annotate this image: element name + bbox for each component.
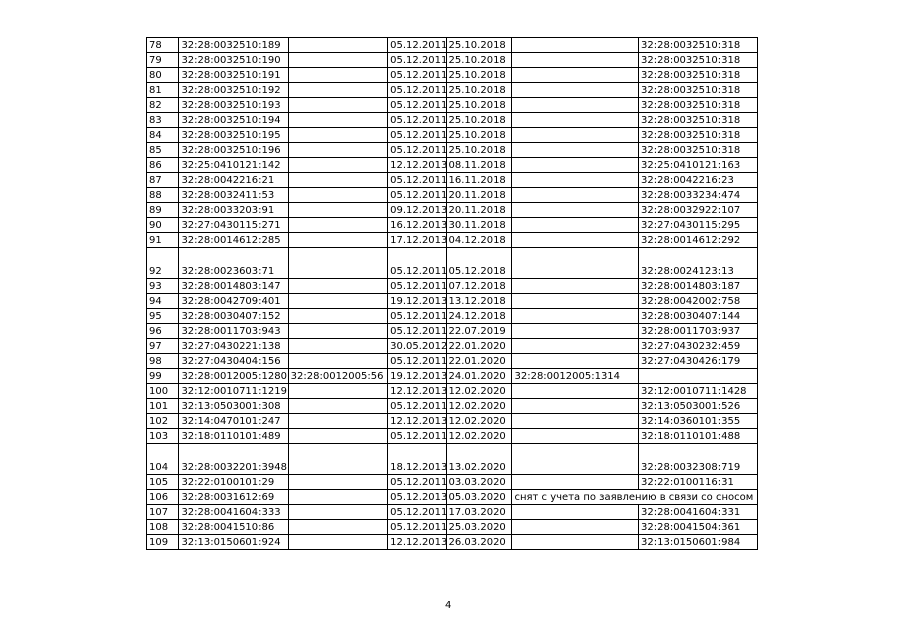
change-date-cell: 20.11.2018 xyxy=(446,203,512,218)
change-date-cell: 13.12.2018 xyxy=(446,294,512,309)
cadastral-number-cell: 32:28:0032510:194 xyxy=(179,113,288,128)
registration-date-cell: 09.12.2013 xyxy=(388,203,446,218)
derived-number-cell xyxy=(512,143,639,158)
change-date-cell: 12.02.2020 xyxy=(446,429,512,444)
row-number-cell: 93 xyxy=(147,279,179,294)
registration-date-cell: 05.12.2011 xyxy=(388,399,446,414)
new-cadastral-number-cell: 32:28:0014612:292 xyxy=(639,233,758,248)
parent-number-cell xyxy=(288,113,387,128)
table-row xyxy=(147,429,758,444)
cadastral-number-cell: 32:28:0042216:21 xyxy=(179,173,288,188)
registration-date-cell: 05.12.2011 xyxy=(388,354,446,369)
derived-number-cell xyxy=(512,279,639,294)
new-cadastral-number-cell: 32:12:0010711:1428 xyxy=(639,384,758,399)
parent-number-cell xyxy=(288,324,387,339)
cadastral-number-cell: 32:14:0470101:247 xyxy=(179,414,288,429)
table-row xyxy=(147,399,758,414)
derived-number-cell xyxy=(512,203,639,218)
table-row xyxy=(147,203,758,218)
row-number-cell: 96 xyxy=(147,324,179,339)
table-row xyxy=(147,279,758,294)
cadastral-number-cell: 32:27:0430404:156 xyxy=(179,354,288,369)
cadastral-number-cell: 32:25:0410121:142 xyxy=(179,158,288,173)
new-cadastral-number-cell: 32:28:0032510:318 xyxy=(639,68,758,83)
change-date-cell: 26.03.2020 xyxy=(446,535,512,550)
derived-number-cell xyxy=(512,354,639,369)
row-number-cell: 91 xyxy=(147,233,179,248)
change-date-cell: 25.10.2018 xyxy=(446,53,512,68)
new-cadastral-number-cell: 32:13:0503001:526 xyxy=(639,399,758,414)
new-cadastral-number-cell: 32:28:0014803:187 xyxy=(639,279,758,294)
registration-date-cell: 05.12.2011 xyxy=(388,520,446,535)
change-date-cell: 17.03.2020 xyxy=(446,505,512,520)
change-date-cell: 13.02.2020 xyxy=(446,444,512,475)
parent-number-cell xyxy=(288,38,387,53)
registration-date-cell: 05.12.2011 xyxy=(388,475,446,490)
derived-number-cell xyxy=(512,188,639,203)
registration-date-cell: 12.12.2013 xyxy=(388,384,446,399)
registration-date-cell: 05.12.2011 xyxy=(388,505,446,520)
cadastral-number-cell: 32:28:0032510:189 xyxy=(179,38,288,53)
row-number-cell: 100 xyxy=(147,384,179,399)
change-date-cell: 25.10.2018 xyxy=(446,68,512,83)
new-cadastral-number-cell: 32:14:0360101:355 xyxy=(639,414,758,429)
parent-number-cell xyxy=(288,294,387,309)
row-number-cell: 82 xyxy=(147,98,179,113)
registration-date-cell: 18.12.2013 xyxy=(388,444,446,475)
parent-number-cell xyxy=(288,279,387,294)
new-cadastral-number-cell: 32:28:0042216:23 xyxy=(639,173,758,188)
table-row xyxy=(147,248,758,279)
parent-number-cell xyxy=(288,68,387,83)
parent-number-cell xyxy=(288,158,387,173)
cadastral-number-cell: 32:28:0032510:193 xyxy=(179,98,288,113)
change-date-cell: 20.11.2018 xyxy=(446,188,512,203)
new-cadastral-number-cell: 32:18:0110101:488 xyxy=(639,429,758,444)
new-cadastral-number-cell: 32:28:0032308:719 xyxy=(639,444,758,475)
new-cadastral-number-cell: 32:28:0042002:758 xyxy=(639,294,758,309)
cadastral-number-cell: 32:28:0012005:1280 xyxy=(179,369,288,384)
cadastral-number-cell: 32:28:0032411:53 xyxy=(179,188,288,203)
registration-date-cell: 12.12.2013 xyxy=(388,414,446,429)
new-cadastral-number-cell: 32:28:0032510:318 xyxy=(639,128,758,143)
table-row xyxy=(147,339,758,354)
parent-number-cell xyxy=(288,414,387,429)
row-number-cell: 86 xyxy=(147,158,179,173)
registration-date-cell: 12.12.2013 xyxy=(388,535,446,550)
parent-number-cell xyxy=(288,505,387,520)
registration-date-cell: 12.12.2013 xyxy=(388,158,446,173)
parent-number-cell xyxy=(288,53,387,68)
parent-number-cell xyxy=(288,535,387,550)
row-number-cell: 90 xyxy=(147,218,179,233)
registry-table xyxy=(146,37,758,550)
registration-date-cell: 05.12.2013 xyxy=(388,490,446,505)
table-row xyxy=(147,98,758,113)
change-date-cell: 25.10.2018 xyxy=(446,38,512,53)
registration-date-cell: 05.12.2011 xyxy=(388,68,446,83)
table-row xyxy=(147,128,758,143)
row-number-cell: 87 xyxy=(147,173,179,188)
registration-date-cell: 05.12.2011 xyxy=(388,113,446,128)
cadastral-number-cell: 32:28:0032510:191 xyxy=(179,68,288,83)
new-cadastral-number-cell: 32:13:0150601:984 xyxy=(639,535,758,550)
table-row xyxy=(147,490,758,505)
change-date-cell: 08.11.2018 xyxy=(446,158,512,173)
new-cadastral-number-cell: 32:27:0430232:459 xyxy=(639,339,758,354)
parent-number-cell xyxy=(288,429,387,444)
parent-number-cell xyxy=(288,233,387,248)
registration-date-cell: 05.12.2011 xyxy=(388,128,446,143)
derived-number-cell xyxy=(512,414,639,429)
parent-number-cell xyxy=(288,218,387,233)
derived-number-cell xyxy=(512,173,639,188)
registration-date-cell: 17.12.2013 xyxy=(388,233,446,248)
registration-date-cell: 16.12.2013 xyxy=(388,218,446,233)
registration-date-cell: 05.12.2011 xyxy=(388,173,446,188)
table-row xyxy=(147,414,758,429)
cadastral-number-cell: 32:28:0032510:192 xyxy=(179,83,288,98)
row-number-cell: 81 xyxy=(147,83,179,98)
new-cadastral-number-cell: 32:28:0041604:331 xyxy=(639,505,758,520)
new-cadastral-number-cell: 32:28:0030407:144 xyxy=(639,309,758,324)
new-cadastral-number-cell: 32:28:0032510:318 xyxy=(639,113,758,128)
row-number-cell: 84 xyxy=(147,128,179,143)
new-cadastral-number-cell: 32:28:0024123:13 xyxy=(639,248,758,279)
new-cadastral-number-cell: 32:28:0033234:474 xyxy=(639,188,758,203)
change-date-cell: 22.01.2020 xyxy=(446,339,512,354)
registration-date-cell: 19.12.2013 xyxy=(388,369,446,384)
table-row xyxy=(147,354,758,369)
derived-number-cell xyxy=(512,53,639,68)
parent-number-cell xyxy=(288,188,387,203)
change-date-cell: 24.12.2018 xyxy=(446,309,512,324)
table-row xyxy=(147,520,758,535)
change-date-cell: 12.02.2020 xyxy=(446,384,512,399)
change-date-cell: 04.12.2018 xyxy=(446,233,512,248)
derived-number-cell xyxy=(512,233,639,248)
row-number-cell: 106 xyxy=(147,490,179,505)
row-number-cell: 105 xyxy=(147,475,179,490)
parent-number-cell xyxy=(288,98,387,113)
row-number-cell: 103 xyxy=(147,429,179,444)
change-date-cell: 25.03.2020 xyxy=(446,520,512,535)
cadastral-number-cell: 32:28:0042709:401 xyxy=(179,294,288,309)
cadastral-number-cell: 32:28:0014803:147 xyxy=(179,279,288,294)
parent-number-cell xyxy=(288,520,387,535)
table-row xyxy=(147,505,758,520)
row-number-cell: 95 xyxy=(147,309,179,324)
table-row xyxy=(147,384,758,399)
registration-date-cell: 05.12.2011 xyxy=(388,83,446,98)
cadastral-number-cell: 32:28:0041510:86 xyxy=(179,520,288,535)
change-date-cell: 12.02.2020 xyxy=(446,399,512,414)
registration-date-cell: 05.12.2011 xyxy=(388,143,446,158)
parent-number-cell: 32:28:0012005:56 xyxy=(288,369,387,384)
change-date-cell: 25.10.2018 xyxy=(446,113,512,128)
row-number-cell: 94 xyxy=(147,294,179,309)
parent-number-cell xyxy=(288,354,387,369)
derived-number-cell xyxy=(512,324,639,339)
change-date-cell: 25.10.2018 xyxy=(446,128,512,143)
table-row xyxy=(147,38,758,53)
cadastral-number-cell: 32:22:0100101:29 xyxy=(179,475,288,490)
derived-number-cell xyxy=(512,444,639,475)
cadastral-number-cell: 32:27:0430221:138 xyxy=(179,339,288,354)
table-row xyxy=(147,475,758,490)
new-cadastral-number-cell: 32:28:0032510:318 xyxy=(639,143,758,158)
row-number-cell: 88 xyxy=(147,188,179,203)
parent-number-cell xyxy=(288,248,387,279)
change-date-cell: 25.10.2018 xyxy=(446,143,512,158)
new-cadastral-number-cell: 32:27:0430115:295 xyxy=(639,218,758,233)
table-row xyxy=(147,369,758,384)
cadastral-number-cell: 32:28:0011703:943 xyxy=(179,324,288,339)
new-cadastral-number-cell: 32:28:0041504:361 xyxy=(639,520,758,535)
row-number-cell: 102 xyxy=(147,414,179,429)
derived-number-cell xyxy=(512,339,639,354)
registration-date-cell: 05.12.2011 xyxy=(388,188,446,203)
cadastral-number-cell: 32:28:0031612:69 xyxy=(179,490,288,505)
new-cadastral-number-cell xyxy=(639,369,758,384)
cadastral-number-cell: 32:28:0041604:333 xyxy=(179,505,288,520)
row-number-cell: 79 xyxy=(147,53,179,68)
new-cadastral-number-cell: 32:25:0410121:163 xyxy=(639,158,758,173)
derived-number-cell: 32:28:0012005:1314 xyxy=(512,369,639,384)
registration-date-cell: 05.12.2011 xyxy=(388,279,446,294)
table-row xyxy=(147,158,758,173)
cadastral-number-cell: 32:28:0032510:190 xyxy=(179,53,288,68)
table-row xyxy=(147,53,758,68)
change-date-cell: 25.10.2018 xyxy=(446,83,512,98)
table-row xyxy=(147,68,758,83)
table-row xyxy=(147,113,758,128)
derived-number-cell xyxy=(512,83,639,98)
cadastral-number-cell: 32:28:0032201:3948 xyxy=(179,444,288,475)
parent-number-cell xyxy=(288,490,387,505)
derived-number-cell xyxy=(512,218,639,233)
row-number-cell: 101 xyxy=(147,399,179,414)
row-number-cell: 80 xyxy=(147,68,179,83)
parent-number-cell xyxy=(288,128,387,143)
row-number-cell: 98 xyxy=(147,354,179,369)
change-date-cell: 22.07.2019 xyxy=(446,324,512,339)
cadastral-number-cell: 32:28:0023603:71 xyxy=(179,248,288,279)
cadastral-number-cell: 32:28:0030407:152 xyxy=(179,309,288,324)
table-row xyxy=(147,294,758,309)
row-number-cell: 78 xyxy=(147,38,179,53)
parent-number-cell xyxy=(288,173,387,188)
row-number-cell: 89 xyxy=(147,203,179,218)
change-date-cell: 25.10.2018 xyxy=(446,98,512,113)
row-number-cell: 104 xyxy=(147,444,179,475)
derived-number-cell xyxy=(512,158,639,173)
table-row xyxy=(147,233,758,248)
registration-date-cell: 05.12.2011 xyxy=(388,53,446,68)
cadastral-number-cell: 32:12:0010711:1219 xyxy=(179,384,288,399)
table-row xyxy=(147,83,758,98)
registration-date-cell: 05.12.2011 xyxy=(388,324,446,339)
new-cadastral-number-cell: 32:28:0032510:318 xyxy=(639,38,758,53)
derived-number-cell xyxy=(512,505,639,520)
table-row xyxy=(147,173,758,188)
table-row xyxy=(147,309,758,324)
row-number-cell: 92 xyxy=(147,248,179,279)
change-date-cell: 07.12.2018 xyxy=(446,279,512,294)
change-date-cell: 12.02.2020 xyxy=(446,414,512,429)
parent-number-cell xyxy=(288,309,387,324)
derived-number-cell xyxy=(512,399,639,414)
cadastral-number-cell: 32:28:0032510:195 xyxy=(179,128,288,143)
new-cadastral-number-cell: 32:28:0032510:318 xyxy=(639,83,758,98)
registration-date-cell: 05.12.2011 xyxy=(388,98,446,113)
page-number: 4 xyxy=(445,600,452,611)
parent-number-cell xyxy=(288,83,387,98)
table-row xyxy=(147,535,758,550)
derived-number-cell xyxy=(512,475,639,490)
derived-number-cell xyxy=(512,98,639,113)
change-date-cell: 22.01.2020 xyxy=(446,354,512,369)
cadastral-number-cell: 32:27:0430115:271 xyxy=(179,218,288,233)
parent-number-cell xyxy=(288,203,387,218)
new-cadastral-number-cell: 32:28:0032922:107 xyxy=(639,203,758,218)
new-cadastral-number-cell: 32:28:0011703:937 xyxy=(639,324,758,339)
derived-number-cell xyxy=(512,128,639,143)
row-number-cell: 99 xyxy=(147,369,179,384)
table-row xyxy=(147,218,758,233)
change-date-cell: 05.03.2020 xyxy=(446,490,512,505)
status-note-cell: снят с учета по заявлению в связи со сносом xyxy=(512,490,758,505)
change-date-cell: 24.01.2020 xyxy=(446,369,512,384)
cadastral-number-cell: 32:13:0503001:308 xyxy=(179,399,288,414)
parent-number-cell xyxy=(288,475,387,490)
change-date-cell: 30.11.2018 xyxy=(446,218,512,233)
derived-number-cell xyxy=(512,68,639,83)
cadastral-number-cell: 32:28:0014612:285 xyxy=(179,233,288,248)
derived-number-cell xyxy=(512,429,639,444)
row-number-cell: 97 xyxy=(147,339,179,354)
cadastral-number-cell: 32:28:0032510:196 xyxy=(179,143,288,158)
registration-date-cell: 05.12.2011 xyxy=(388,309,446,324)
new-cadastral-number-cell: 32:28:0032510:318 xyxy=(639,53,758,68)
row-number-cell: 85 xyxy=(147,143,179,158)
registration-date-cell: 05.12.2011 xyxy=(388,38,446,53)
parent-number-cell xyxy=(288,444,387,475)
derived-number-cell xyxy=(512,384,639,399)
registration-date-cell: 05.12.2011 xyxy=(388,248,446,279)
table-row xyxy=(147,444,758,475)
derived-number-cell xyxy=(512,248,639,279)
table-row xyxy=(147,324,758,339)
new-cadastral-number-cell: 32:22:0100116:31 xyxy=(639,475,758,490)
row-number-cell: 109 xyxy=(147,535,179,550)
row-number-cell: 83 xyxy=(147,113,179,128)
cadastral-number-cell: 32:13:0150601:924 xyxy=(179,535,288,550)
row-number-cell: 108 xyxy=(147,520,179,535)
registration-date-cell: 30.05.2012 xyxy=(388,339,446,354)
derived-number-cell xyxy=(512,535,639,550)
row-number-cell: 107 xyxy=(147,505,179,520)
derived-number-cell xyxy=(512,113,639,128)
parent-number-cell xyxy=(288,339,387,354)
cadastral-number-cell: 32:18:0110101:489 xyxy=(179,429,288,444)
new-cadastral-number-cell: 32:28:0032510:318 xyxy=(639,98,758,113)
derived-number-cell xyxy=(512,294,639,309)
change-date-cell: 16.11.2018 xyxy=(446,173,512,188)
derived-number-cell xyxy=(512,309,639,324)
change-date-cell: 03.03.2020 xyxy=(446,475,512,490)
parent-number-cell xyxy=(288,399,387,414)
cadastral-number-cell: 32:28:0033203:91 xyxy=(179,203,288,218)
registration-date-cell: 05.12.2011 xyxy=(388,429,446,444)
change-date-cell: 05.12.2018 xyxy=(446,248,512,279)
derived-number-cell xyxy=(512,520,639,535)
registration-date-cell: 19.12.2013 xyxy=(388,294,446,309)
table-row xyxy=(147,188,758,203)
derived-number-cell xyxy=(512,38,639,53)
parent-number-cell xyxy=(288,384,387,399)
table-row xyxy=(147,143,758,158)
parent-number-cell xyxy=(288,143,387,158)
new-cadastral-number-cell: 32:27:0430426:179 xyxy=(639,354,758,369)
